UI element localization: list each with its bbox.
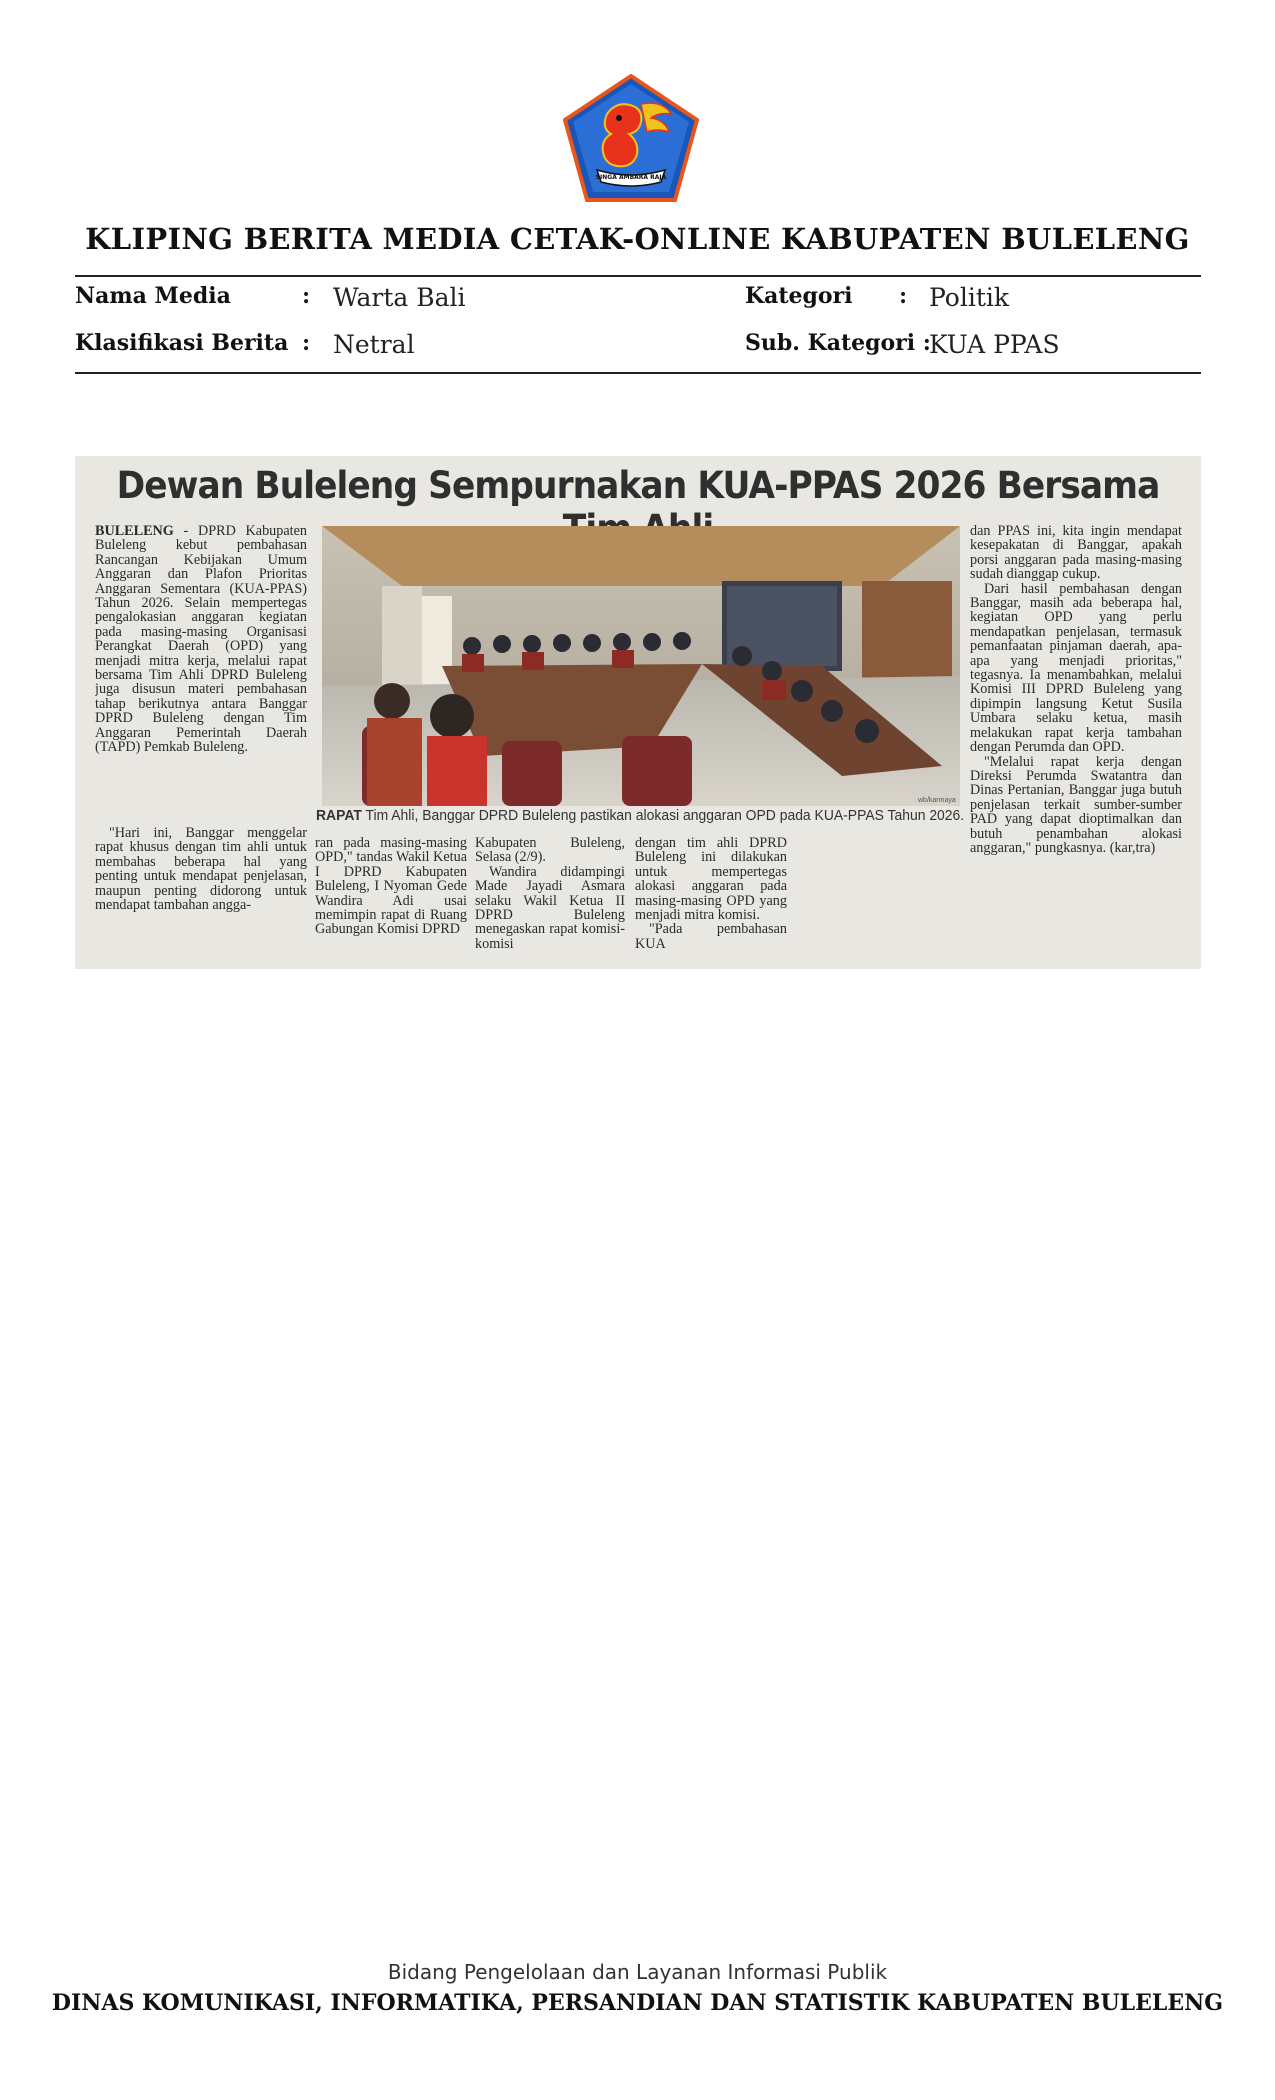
article-column-4 xyxy=(635,836,787,964)
article-column-5 xyxy=(970,524,1182,964)
sub-kategori-label: Sub. Kategori : xyxy=(745,330,931,356)
article-headline: Dewan Buleleng Sempurnakan KUA-PPAS 2026 Bersama xyxy=(116,464,1160,507)
article-paragraph-4: Kabupaten Buleleng, Selasa (2/9). xyxy=(475,836,625,866)
article-paragraph-9: Dari hasil pembahasan dengan Banggar, masih ada beberapa hal, kegiatan OPD yang perlu mendapatkan penjelasan, termasuk pemanfaatan pinjaman daerah, apa-apa yang menjadi prioritas," tegasnya. Ia menambahkan, melalui Komisi III DPRD Buleleng yang dipimpin langsung Ketut Susila Umbara selaku ketua, masih melakukan rapat kerja tambahan dengan Perumda dan OPD. xyxy=(970,580,1182,756)
klasifikasi-label: Klasifikasi Berita xyxy=(75,330,289,356)
caption-text: Tim Ahli, Banggar DPRD Buleleng pastikan alokasi anggaran OPD pada KUA-PPAS Tahun 2026. xyxy=(361,808,965,824)
footer-agency: DINAS KOMUNIKASI, INFORMATIKA, PERSANDIAN DAN STATISTIK KABUPATEN BULELENG xyxy=(51,1990,1224,2016)
news-clipping xyxy=(75,456,1201,969)
meeting-photo xyxy=(322,526,960,806)
article-paragraph-5: Wandira didampingi Made Jayadi Asmara selaku Wakil Ketua II DPRD Buleleng menegaskan rapat komisi-komisi xyxy=(475,863,625,952)
article-column-1 xyxy=(95,524,307,824)
klasifikasi-colon: : xyxy=(302,330,311,356)
photo-credit: wb/karmaya xyxy=(918,797,956,804)
article-paragraph-3: ran pada masing-masing OPD," tandas Wakil Ketua I DPRD Kabupaten Buleleng, I Nyoman Gede Wandira Adi usai memimpin rapat di Ruang Gabungan Komisi DPRD xyxy=(315,836,467,938)
buleleng-regency-emblem xyxy=(563,74,699,202)
article-paragraph-2: "Hari ini, Banggar menggelar rapat khusus dengan tim ahli untuk membahas beberapa hal yang penting untuk mendapat penjelasan, maupun penting didorong untuk mendapat tambahan angga- xyxy=(95,826,307,914)
article-paragraph-8: dan PPAS ini, kita ingin mendapat kesepakatan di Banggar, apakah porsi anggaran pada masing-masing sudah dianggap cukup. xyxy=(970,524,1182,583)
meeting-room-illustration xyxy=(322,526,960,806)
nama-media-colon: : xyxy=(302,283,311,309)
caption-lead: RAPAT xyxy=(316,808,362,824)
article-paragraph-7: "Pada pembahasan KUA xyxy=(635,921,787,952)
photo-caption xyxy=(316,808,965,824)
kategori-label: Kategori xyxy=(745,283,853,309)
kategori-colon: : xyxy=(899,283,908,309)
nama-media-value: Warta Bali xyxy=(333,283,466,312)
nama-media-label: Nama Media xyxy=(75,283,231,309)
article-dateline: BULELENG xyxy=(95,524,174,539)
article-column-1b xyxy=(95,826,307,966)
emblem-motto: SINGA AMBARA RAJA xyxy=(595,174,667,181)
article-paragraph-1: - DPRD Kabupaten Buleleng kebut pembahasan Rancangan Kebijakan Umum Anggaran dan Plafon Prioritas Anggaran Sementara (KUA-PPAS) Tahun 2026. Selain mempertegas pengalokasian anggaran kegiatan pada masing-masing Organisasi Perangkat Daerah (OPD) yang menjadi mitra kerja, melalui rapat bersama Tim Ahli DPRD Buleleng juga disusun materi pembahasan tahap berikutnya antara Banggar DPRD Buleleng dengan Tim Anggaran Pemerintah Daerah (TAPD) Pemkab Buleleng. xyxy=(95,524,307,756)
kategori-value: Politik xyxy=(929,283,1010,312)
header-divider-bottom xyxy=(75,372,1201,374)
footer-division: Bidang Pengelolaan dan Layanan Informasi Publik xyxy=(387,1960,888,1984)
page-title: KLIPING BERITA MEDIA CETAK-ONLINE KABUPATEN BULELENG xyxy=(85,222,1190,256)
header-divider-top xyxy=(75,275,1201,277)
article-paragraph-6: dengan tim ahli DPRD Buleleng ini dilakukan untuk mempertegas alokasi anggaran pada masing-masing OPD yang menjadi mitra komisi. xyxy=(635,836,787,924)
article-column-2 xyxy=(315,836,467,964)
article-paragraph-10: "Melalui rapat kerja dengan Direksi Perumda Swatantra dan Dinas Pertanian, Banggar juga butuh penjelasan terkait sumber-sumber PAD yang dapat dioptimalkan dan butuh penambahan alokasi anggaran," pungkasnya. (kar,tra) xyxy=(970,753,1182,856)
article-column-3 xyxy=(475,836,625,964)
klasifikasi-value: Netral xyxy=(333,330,415,359)
sub-kategori-value: KUA PPAS xyxy=(929,330,1060,359)
